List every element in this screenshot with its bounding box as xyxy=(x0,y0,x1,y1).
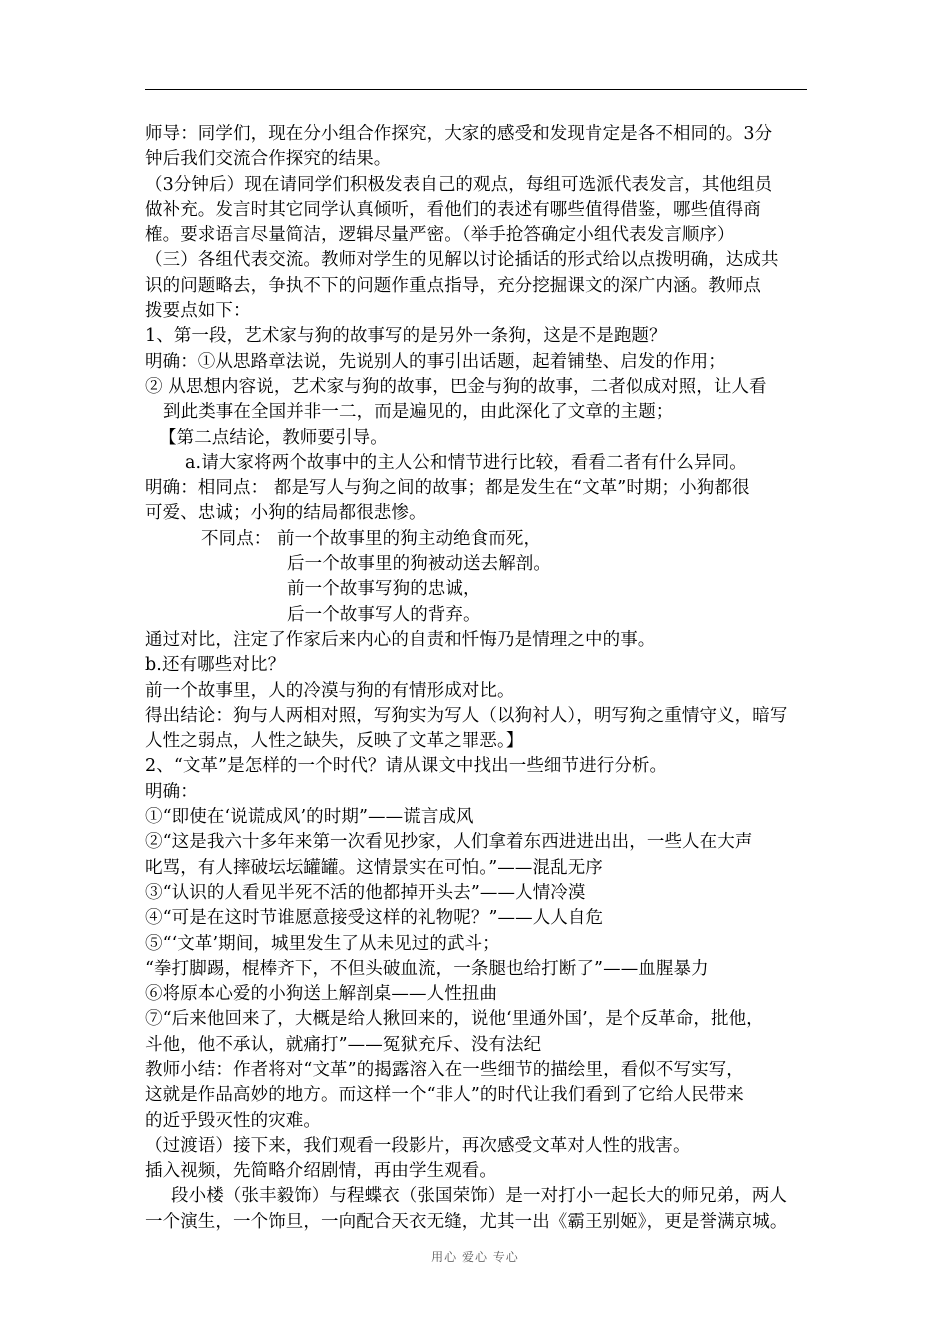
text-line: 做补充。发言时其它同学认真倾听，看他们的表述有哪些值得借鉴，哪些值得商 xyxy=(145,199,761,220)
text-line: 的近乎毁灭性的灾难。 xyxy=(145,1110,321,1131)
text-line: 一个演生，一个饰旦，一向配合天衣无缝，尤其一出《霸王别姬》，更是誉满京城。 xyxy=(145,1211,788,1232)
text-line: 明确：相同点： 都是写人与狗之间的故事；都是发生在“文革”时期；小狗都很 xyxy=(145,478,750,499)
question-1: 1、第一段，艺术家与狗的故事写的是另外一条狗，这是不是跑题？ xyxy=(145,326,667,347)
text-line: a.请大家将两个故事中的主人公和情节进行比较，看看二者有什么异同。 xyxy=(185,452,747,473)
text-line: 后一个故事里的狗被动送去解剖。 xyxy=(287,554,551,575)
text-line: 教师小结：作者将对“文革”的揭露溶入在一些细节的描绘里，看似不写实写， xyxy=(145,1059,744,1080)
text-line: 明确： xyxy=(145,781,198,802)
text-line: 插入视频，先简略介绍剧情，再由学生观看。 xyxy=(145,1161,497,1182)
page-footer: 用心 爱心 专心 xyxy=(431,1250,519,1264)
text-line: （3分钟后）现在请同学们积极发表自己的观点，每组可选派代表发言，其他组员 xyxy=(145,174,773,195)
text-line: 识的问题略去，争执不下的问题作重点指导，充分挖掘课文的深广内涵。教师点 xyxy=(145,275,761,296)
text-line: ⑦“后来他回来了，大概是给人揪回来的，说他‘里通外国’，是个反革命，批他， xyxy=(145,1009,764,1030)
text-line: 【第二点结论，教师要引导。 xyxy=(159,427,388,448)
text-line: 这就是作品高妙的地方。而这样一个“非人”的时代让我们看到了它给人民带来 xyxy=(145,1085,744,1106)
text-line: “拳打脚踢，棍棒齐下，不但头破血流，一条腿也给打断了”——血腥暴力 xyxy=(145,958,709,979)
document-body xyxy=(145,122,815,1235)
text-line: ②“这是我六十多年来第一次看见抄家，人们拿着东西进进出出，一些人在大声 xyxy=(145,832,753,853)
text-line: 通过对比，注定了作家后来内心的自责和忏悔乃是情理之中的事。 xyxy=(145,629,656,650)
text-line: 可爱、忠诚；小狗的结局都很悲惨。 xyxy=(145,503,427,524)
text-line: 到此类事在全国并非一二，而是遍见的，由此深化了文章的主题； xyxy=(163,402,674,423)
question-2: 2、“文革”是怎样的一个时代？请从课文中找出一些细节进行分析。 xyxy=(145,756,668,777)
text-line: （过渡语）接下来，我们观看一段影片，再次感受文革对人性的戕害。 xyxy=(145,1135,691,1156)
text-line: （三）各组代表交流。教师对学生的见解以讨论插话的形式给以点拨明确，达成共 xyxy=(145,250,779,271)
text-line: ④“可是在这时节谁愿意接受这样的礼物呢？”——人人自危 xyxy=(145,908,604,929)
text-line: 明确：①从思路章法说，先说别人的事引出话题，起着铺垫、启发的作用； xyxy=(145,351,726,372)
text-line: ①“即使在‘说谎成风’的时期”——谎言成风 xyxy=(145,807,474,828)
text-line: ⑤“‘文革’期间，城里发生了从未见过的武斗； xyxy=(145,933,500,954)
text-line: 人性之弱点，人性之缺失，反映了文革之罪恶。】 xyxy=(145,731,524,752)
text-line: 榷。要求语言尽量简洁，逻辑尽量严密。（举手抢答确定小组代表发言顺序） xyxy=(145,225,735,246)
text-line: 斗他，他不承认，就痛打”——冤狱充斥、没有法纪 xyxy=(145,1034,542,1055)
text-line: 后一个故事写人的背弃。 xyxy=(287,604,481,625)
text-line: 师导：同学们，现在分小组合作探究，大家的感受和发现肯定是各不相同的。3分 xyxy=(145,124,773,144)
text-line: 得出结论：狗与人两相对照，写狗实为写人（以狗衬人），明写狗之重情守义，暗写 xyxy=(145,705,788,726)
text-line: 前一个故事里，人的冷漠与狗的有情形成对比。 xyxy=(145,680,515,701)
text-line: 段小楼（张丰毅饰）与程蝶衣（张国荣饰）是一对打小一起长大的师兄弟，两人 xyxy=(171,1186,787,1207)
text-line: ② 从思想内容说，艺术家与狗的故事，巴金与狗的故事，二者似成对照，让人看 xyxy=(145,376,767,397)
header-rule xyxy=(145,89,807,90)
text-line: b.还有哪些对比？ xyxy=(145,655,286,676)
text-line: 前一个故事写狗的忠诚， xyxy=(287,579,481,600)
text-line: ⑥将原本心爱的小狗送上解剖桌——人性扭曲 xyxy=(145,984,497,1005)
text-line: 不同点： 前一个故事里的狗主动绝食而死， xyxy=(201,528,542,549)
text-line: 拨要点如下： xyxy=(145,301,251,322)
text-line: ③“认识的人看见半死不活的他都掉开头去”——人情冷漠 xyxy=(145,882,586,903)
text-line: 钟后我们交流合作探究的结果。 xyxy=(145,149,392,170)
text-line: 叱骂，有人摔破坛坛罐罐。这情景实在可怕。”——混乱无序 xyxy=(145,857,603,878)
